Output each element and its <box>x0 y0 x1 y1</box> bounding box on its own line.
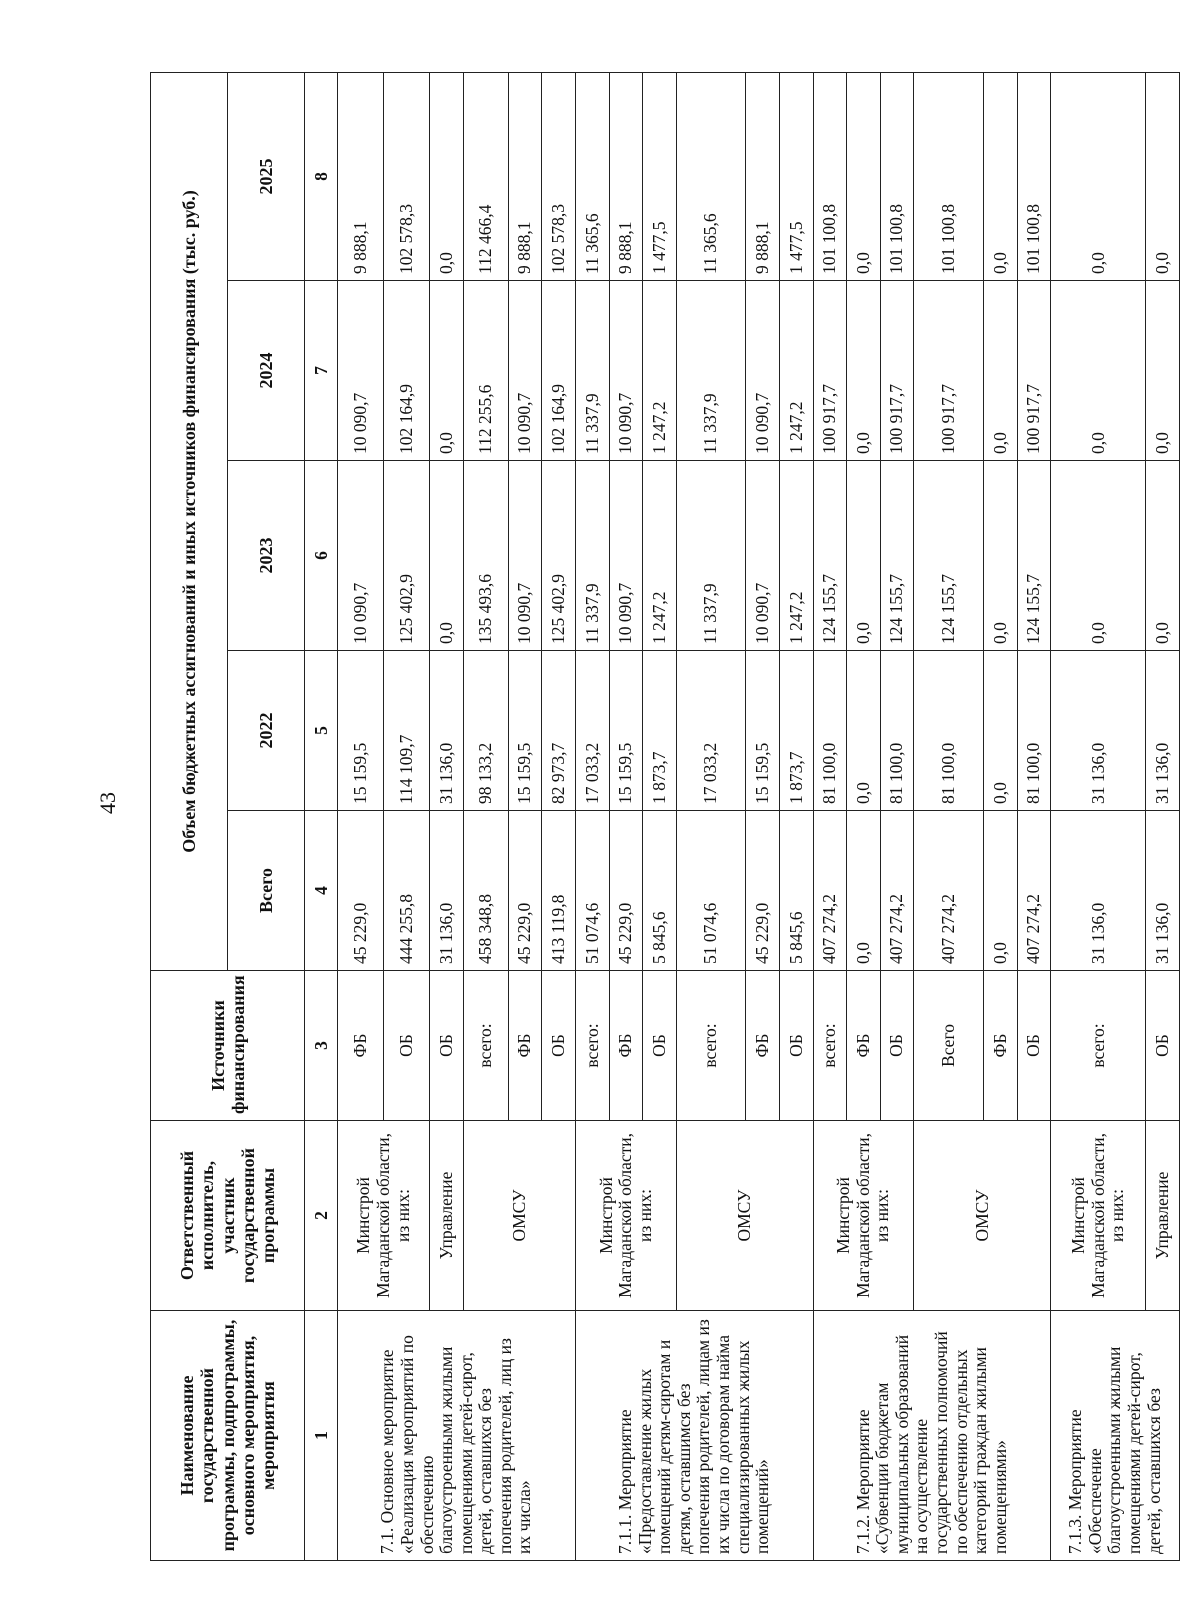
value-cell: 413 119,8 <box>542 811 576 971</box>
value-cell: 101 100,8 <box>914 73 984 281</box>
value-cell: 81 100,0 <box>1017 651 1051 811</box>
executor-cell: Минстрой Магаданской области, из них: <box>576 1121 677 1311</box>
value-cell: 102 164,9 <box>384 281 430 461</box>
source-cell: ФБ <box>746 971 780 1121</box>
header-year: 2022 <box>228 651 305 811</box>
executor-cell: ОМСУ <box>463 1121 575 1311</box>
value-cell: 114 109,7 <box>384 651 430 811</box>
value-cell: 0,0 <box>984 281 1018 461</box>
value-cell: 0,0 <box>984 461 1018 651</box>
measure-name: 7.1.2. Мероприятие «Субвенции бюджетам муниципальных образований на осуществление государственных полномочий по обеспечению отдельных категорий граждан жилыми помещениями» <box>813 1311 1051 1561</box>
source-cell: всего: <box>676 971 746 1121</box>
value-cell: 5 845,6 <box>780 811 814 971</box>
value-cell: 45 229,0 <box>508 811 542 971</box>
value-cell: 10 090,7 <box>609 461 643 651</box>
header-year: 2023 <box>228 461 305 651</box>
value-cell: 124 155,7 <box>813 461 847 651</box>
source-cell: ОБ <box>880 971 914 1121</box>
source-cell: ФБ <box>609 971 643 1121</box>
measure-name: 7.1.3. Мероприятие «Обеспечение благоустроенными жилыми помещениями детей-сирот, детей, оставшихся без <box>1051 1311 1180 1561</box>
value-cell: 124 155,7 <box>914 461 984 651</box>
value-cell: 407 274,2 <box>880 811 914 971</box>
value-cell: 407 274,2 <box>1017 811 1051 971</box>
index-cell: 6 <box>305 461 338 651</box>
index-cell: 1 <box>305 1311 338 1561</box>
value-cell: 17 033,2 <box>576 651 610 811</box>
value-cell: 10 090,7 <box>746 461 780 651</box>
executor-cell: Минстрой Магаданской области, из них: <box>338 1121 430 1311</box>
value-cell: 1 477,5 <box>643 73 677 281</box>
value-cell: 0,0 <box>1051 461 1146 651</box>
budget-table <box>150 72 1180 1561</box>
value-cell: 9 888,1 <box>508 73 542 281</box>
index-cell: 7 <box>305 281 338 461</box>
measure-name: 7.1. Основное мероприятие «Реализация мероприятий по обеспечению благоустроенными жилыми помещениями детей-сирот, детей, оставшихся без попечения родителей, лиц из их числа» <box>338 1311 576 1561</box>
value-cell: 444 255,8 <box>384 811 430 971</box>
source-cell: всего: <box>463 971 508 1121</box>
index-cell: 4 <box>305 811 338 971</box>
source-cell: ФБ <box>508 971 542 1121</box>
value-cell: 11 365,6 <box>576 73 610 281</box>
executor-cell: Минстрой Магаданской области, из них: <box>1051 1121 1146 1311</box>
value-cell: 407 274,2 <box>914 811 984 971</box>
value-cell: 11 365,6 <box>676 73 746 281</box>
value-cell: 0,0 <box>984 73 1018 281</box>
header-year: Всего <box>228 811 305 971</box>
value-cell: 124 155,7 <box>1017 461 1051 651</box>
source-cell: всего: <box>1051 971 1146 1121</box>
value-cell: 0,0 <box>984 651 1018 811</box>
value-cell: 102 578,3 <box>384 73 430 281</box>
value-cell: 0,0 <box>1146 281 1180 461</box>
executor-cell: Минстрой Магаданской области, из них: <box>813 1121 914 1311</box>
source-cell: Всего <box>914 971 984 1121</box>
value-cell: 31 136,0 <box>1051 811 1146 971</box>
value-cell: 101 100,8 <box>813 73 847 281</box>
value-cell: 0,0 <box>430 73 464 281</box>
source-cell: ОБ <box>1017 971 1051 1121</box>
value-cell: 11 337,9 <box>676 281 746 461</box>
table-row <box>1051 73 1146 1561</box>
source-cell: ОБ <box>1146 971 1180 1121</box>
value-cell: 0,0 <box>847 73 881 281</box>
header-row-1 <box>151 73 228 1561</box>
value-cell: 125 402,9 <box>542 461 576 651</box>
value-cell: 10 090,7 <box>338 461 384 651</box>
value-cell: 100 917,7 <box>880 281 914 461</box>
value-cell: 81 100,0 <box>880 651 914 811</box>
value-cell: 100 917,7 <box>1017 281 1051 461</box>
value-cell: 51 074,6 <box>676 811 746 971</box>
value-cell: 0,0 <box>430 281 464 461</box>
source-cell: всего: <box>576 971 610 1121</box>
header-name: Наименование государственной программы, подпрограммы, основного мероприятия, мероприятия <box>151 1311 305 1561</box>
value-cell: 112 255,6 <box>463 281 508 461</box>
index-cell: 5 <box>305 651 338 811</box>
value-cell: 31 136,0 <box>430 651 464 811</box>
value-cell: 0,0 <box>847 651 881 811</box>
value-cell: 9 888,1 <box>338 73 384 281</box>
source-cell: ФБ <box>338 971 384 1121</box>
measure-name: 7.1.1. Мероприятие «Предоставление жилых помещений детям-сиротам и детям, оставшимся без попечения родителей, лицам из их числа по договорам найма специализированных жилых помещений» <box>576 1311 814 1561</box>
value-cell: 11 337,9 <box>576 281 610 461</box>
value-cell: 1 247,2 <box>780 281 814 461</box>
index-row <box>305 73 338 1561</box>
value-cell: 124 155,7 <box>880 461 914 651</box>
value-cell: 10 090,7 <box>508 281 542 461</box>
value-cell: 82 973,7 <box>542 651 576 811</box>
table-row <box>576 73 610 1561</box>
value-cell: 0,0 <box>984 811 1018 971</box>
executor-cell: ОМСУ <box>914 1121 1051 1311</box>
value-cell: 101 100,8 <box>880 73 914 281</box>
value-cell: 102 578,3 <box>542 73 576 281</box>
value-cell: 81 100,0 <box>813 651 847 811</box>
value-cell: 0,0 <box>430 461 464 651</box>
value-cell: 407 274,2 <box>813 811 847 971</box>
header-funding-group: Объем бюджетных ассигнований и иных источников финансирования (тыс. руб.) <box>151 73 228 971</box>
value-cell: 11 337,9 <box>676 461 746 651</box>
source-cell: ФБ <box>847 971 881 1121</box>
value-cell: 1 873,7 <box>643 651 677 811</box>
value-cell: 81 100,0 <box>914 651 984 811</box>
rotated-table-wrapper <box>150 73 1180 1561</box>
value-cell: 10 090,7 <box>746 281 780 461</box>
value-cell: 0,0 <box>1146 461 1180 651</box>
value-cell: 31 136,0 <box>1146 811 1180 971</box>
value-cell: 0,0 <box>1146 73 1180 281</box>
value-cell: 10 090,7 <box>609 281 643 461</box>
value-cell: 98 133,2 <box>463 651 508 811</box>
value-cell: 17 033,2 <box>676 651 746 811</box>
value-cell: 1 477,5 <box>780 73 814 281</box>
value-cell: 10 090,7 <box>508 461 542 651</box>
value-cell: 51 074,6 <box>576 811 610 971</box>
executor-cell: Управление <box>1146 1121 1180 1311</box>
value-cell: 1 247,2 <box>780 461 814 651</box>
source-cell: ОБ <box>384 971 430 1121</box>
value-cell: 101 100,8 <box>1017 73 1051 281</box>
source-cell: ОБ <box>643 971 677 1121</box>
value-cell: 0,0 <box>847 281 881 461</box>
value-cell: 1 247,2 <box>643 281 677 461</box>
value-cell: 15 159,5 <box>746 651 780 811</box>
value-cell: 135 493,6 <box>463 461 508 651</box>
value-cell: 45 229,0 <box>338 811 384 971</box>
table-row <box>338 73 384 1561</box>
header-year: 2025 <box>228 73 305 281</box>
source-cell: ОБ <box>430 971 464 1121</box>
source-cell: ФБ <box>984 971 1018 1121</box>
source-cell: ОБ <box>780 971 814 1121</box>
table-row <box>813 73 847 1561</box>
value-cell: 112 466,4 <box>463 73 508 281</box>
value-cell: 5 845,6 <box>643 811 677 971</box>
value-cell: 9 888,1 <box>746 73 780 281</box>
value-cell: 15 159,5 <box>338 651 384 811</box>
value-cell: 0,0 <box>1051 73 1146 281</box>
value-cell: 100 917,7 <box>914 281 984 461</box>
value-cell: 1 873,7 <box>780 651 814 811</box>
value-cell: 100 917,7 <box>813 281 847 461</box>
value-cell: 31 136,0 <box>1146 651 1180 811</box>
value-cell: 45 229,0 <box>746 811 780 971</box>
index-cell: 3 <box>305 971 338 1121</box>
value-cell: 1 247,2 <box>643 461 677 651</box>
source-cell: ОБ <box>542 971 576 1121</box>
value-cell: 102 164,9 <box>542 281 576 461</box>
index-cell: 8 <box>305 73 338 281</box>
header-source: Источники финансирования <box>151 971 305 1121</box>
index-cell: 2 <box>305 1121 338 1311</box>
page-number: 43 <box>95 792 120 814</box>
value-cell: 10 090,7 <box>338 281 384 461</box>
value-cell: 15 159,5 <box>609 651 643 811</box>
header-executor: Ответственный исполнитель, участник государственной программы <box>151 1121 305 1311</box>
value-cell: 45 229,0 <box>609 811 643 971</box>
header-year: 2024 <box>228 281 305 461</box>
source-cell: всего: <box>813 971 847 1121</box>
value-cell: 31 136,0 <box>1051 651 1146 811</box>
value-cell: 11 337,9 <box>576 461 610 651</box>
value-cell: 0,0 <box>1051 281 1146 461</box>
value-cell: 31 136,0 <box>430 811 464 971</box>
executor-cell: ОМСУ <box>676 1121 813 1311</box>
value-cell: 9 888,1 <box>609 73 643 281</box>
value-cell: 125 402,9 <box>384 461 430 651</box>
value-cell: 0,0 <box>847 811 881 971</box>
value-cell: 15 159,5 <box>508 651 542 811</box>
executor-cell: Управление <box>430 1121 464 1311</box>
value-cell: 0,0 <box>847 461 881 651</box>
value-cell: 458 348,8 <box>463 811 508 971</box>
